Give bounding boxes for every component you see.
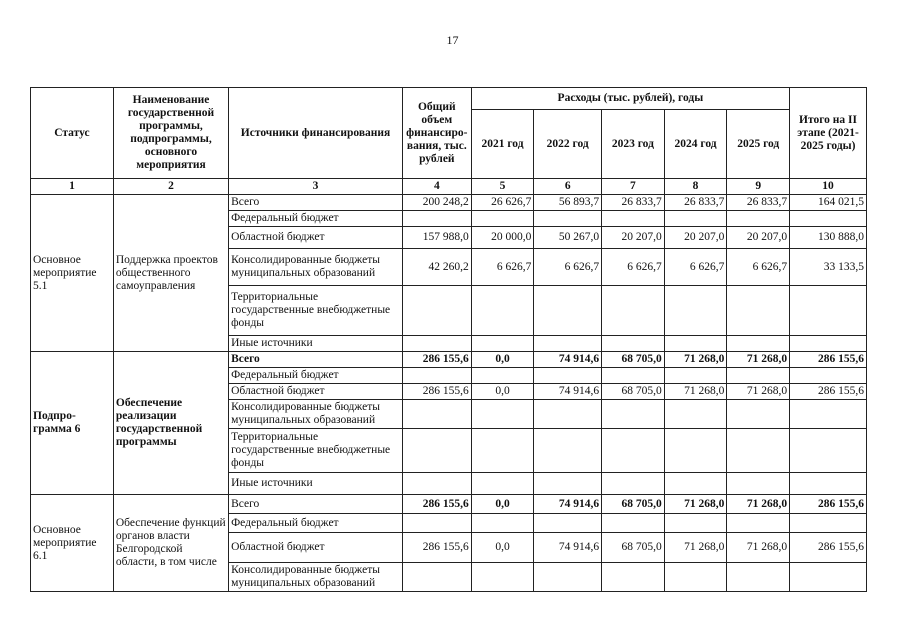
y2025-cell: [727, 368, 790, 384]
stage-cell: [790, 368, 867, 384]
y2022-cell: [534, 514, 602, 533]
y2025-cell: [727, 429, 790, 473]
name-cell: Обеспечение функций органов власти Белгородской области, в том числе: [113, 495, 228, 592]
y2021-cell: [471, 563, 534, 592]
header-year-2024: 2024 год: [664, 110, 727, 179]
stage-cell: 164 021,5: [790, 195, 867, 211]
y2023-cell: 68 705,0: [602, 533, 665, 563]
y2023-cell: 68 705,0: [602, 352, 665, 368]
y2024-cell: 71 268,0: [664, 533, 727, 563]
y2023-cell: [602, 563, 665, 592]
stage-cell: 286 155,6: [790, 352, 867, 368]
total-cell: [402, 514, 471, 533]
status-cell: Подпро-грамма 6: [31, 352, 114, 495]
y2024-cell: [664, 286, 727, 336]
y2025-cell: [727, 286, 790, 336]
y2023-cell: [602, 400, 665, 429]
financing-table: [30, 87, 867, 592]
y2024-cell: 6 626,7: [664, 249, 727, 286]
source-cell: Территориальные государственные внебюджетные фонды: [229, 286, 403, 336]
y2025-cell: 71 268,0: [727, 384, 790, 400]
y2021-cell: [471, 514, 534, 533]
y2021-cell: [471, 368, 534, 384]
y2021-cell: 0,0: [471, 352, 534, 368]
y2024-cell: [664, 473, 727, 495]
y2023-cell: 6 626,7: [602, 249, 665, 286]
source-cell: Всего: [229, 495, 403, 514]
source-cell: Областной бюджет: [229, 533, 403, 563]
total-cell: [402, 400, 471, 429]
source-cell: Консолидированные бюджеты муниципальных образований: [229, 563, 403, 592]
table-row: [31, 195, 867, 211]
source-cell: Консолидированные бюджеты муниципальных образований: [229, 400, 403, 429]
total-cell: [402, 211, 471, 227]
column-number: 3: [229, 179, 403, 195]
y2024-cell: 71 268,0: [664, 384, 727, 400]
source-cell: Федеральный бюджет: [229, 211, 403, 227]
y2022-cell: 74 914,6: [534, 384, 602, 400]
y2025-cell: [727, 400, 790, 429]
source-cell: Областной бюджет: [229, 384, 403, 400]
total-cell: 286 155,6: [402, 384, 471, 400]
status-cell: Основное мероприятие 6.1: [31, 495, 114, 592]
table-row: [31, 495, 867, 514]
y2023-cell: 20 207,0: [602, 227, 665, 249]
y2022-cell: [534, 400, 602, 429]
total-cell: 200 248,2: [402, 195, 471, 211]
y2023-cell: [602, 211, 665, 227]
header-source: Источники финансирования: [229, 88, 403, 179]
y2025-cell: 71 268,0: [727, 495, 790, 514]
y2023-cell: [602, 429, 665, 473]
stage-cell: 286 155,6: [790, 533, 867, 563]
y2021-cell: 20 000,0: [471, 227, 534, 249]
total-cell: [402, 336, 471, 352]
y2023-cell: [602, 368, 665, 384]
y2021-cell: 6 626,7: [471, 249, 534, 286]
y2025-cell: [727, 514, 790, 533]
y2022-cell: 56 893,7: [534, 195, 602, 211]
y2025-cell: 20 207,0: [727, 227, 790, 249]
source-cell: Иные источники: [229, 336, 403, 352]
total-cell: 157 988,0: [402, 227, 471, 249]
y2021-cell: [471, 400, 534, 429]
source-cell: Иные источники: [229, 473, 403, 495]
y2025-cell: [727, 336, 790, 352]
total-cell: [402, 473, 471, 495]
y2022-cell: [534, 368, 602, 384]
total-cell: 286 155,6: [402, 533, 471, 563]
source-cell: Территориальные государственные внебюджетные фонды: [229, 429, 403, 473]
y2025-cell: 6 626,7: [727, 249, 790, 286]
total-cell: 286 155,6: [402, 352, 471, 368]
y2024-cell: [664, 400, 727, 429]
header-year-2021: 2021 год: [471, 110, 534, 179]
y2022-cell: 74 914,6: [534, 533, 602, 563]
y2022-cell: 74 914,6: [534, 352, 602, 368]
column-number: 5: [471, 179, 534, 195]
y2022-cell: [534, 336, 602, 352]
header-status: Статус: [31, 88, 114, 179]
y2024-cell: [664, 429, 727, 473]
y2025-cell: 71 268,0: [727, 533, 790, 563]
y2021-cell: [471, 211, 534, 227]
header-expenses: Расходы (тыс. рублей), годы: [471, 88, 789, 110]
y2024-cell: 20 207,0: [664, 227, 727, 249]
source-cell: Всего: [229, 195, 403, 211]
y2022-cell: [534, 286, 602, 336]
column-number: 9: [727, 179, 790, 195]
column-number: 7: [602, 179, 665, 195]
name-cell: Поддержка проектов общественного самоуправления: [113, 195, 228, 352]
stage-cell: 286 155,6: [790, 384, 867, 400]
y2025-cell: [727, 563, 790, 592]
y2025-cell: [727, 211, 790, 227]
stage-cell: 33 133,5: [790, 249, 867, 286]
y2021-cell: [471, 286, 534, 336]
y2024-cell: [664, 336, 727, 352]
source-cell: Всего: [229, 352, 403, 368]
y2021-cell: [471, 473, 534, 495]
source-cell: Консолидированные бюджеты муниципальных образований: [229, 249, 403, 286]
column-number: 10: [790, 179, 867, 195]
source-cell: Федеральный бюджет: [229, 368, 403, 384]
y2022-cell: [534, 429, 602, 473]
y2022-cell: [534, 211, 602, 227]
y2023-cell: 68 705,0: [602, 384, 665, 400]
y2024-cell: 71 268,0: [664, 352, 727, 368]
y2024-cell: [664, 368, 727, 384]
column-number: 2: [113, 179, 228, 195]
column-number: 8: [664, 179, 727, 195]
header-stage-total: Итого на II этапе (2021-2025 годы): [790, 88, 867, 179]
y2022-cell: 74 914,6: [534, 495, 602, 514]
total-cell: [402, 368, 471, 384]
header-name: Наименование государственной программы, подпрограммы, основного мероприятия: [113, 88, 228, 179]
stage-cell: 286 155,6: [790, 495, 867, 514]
name-cell: Обеспечение реализации государственной программы: [113, 352, 228, 495]
y2021-cell: 0,0: [471, 495, 534, 514]
y2022-cell: 6 626,7: [534, 249, 602, 286]
header-year-2023: 2023 год: [602, 110, 665, 179]
y2025-cell: 26 833,7: [727, 195, 790, 211]
source-cell: Федеральный бюджет: [229, 514, 403, 533]
y2024-cell: [664, 563, 727, 592]
y2021-cell: [471, 429, 534, 473]
column-number: 6: [534, 179, 602, 195]
total-cell: [402, 429, 471, 473]
y2021-cell: 26 626,7: [471, 195, 534, 211]
stage-cell: [790, 429, 867, 473]
y2025-cell: 71 268,0: [727, 352, 790, 368]
y2021-cell: 0,0: [471, 533, 534, 563]
stage-cell: 130 888,0: [790, 227, 867, 249]
stage-cell: [790, 473, 867, 495]
y2024-cell: 71 268,0: [664, 495, 727, 514]
y2023-cell: 68 705,0: [602, 495, 665, 514]
y2022-cell: [534, 473, 602, 495]
stage-cell: [790, 211, 867, 227]
header-total: Общий объем финансиро-вания, тыс. рублей: [402, 88, 471, 179]
status-cell: Основное мероприятие 5.1: [31, 195, 114, 352]
y2023-cell: [602, 473, 665, 495]
y2021-cell: [471, 336, 534, 352]
table-body: [31, 195, 867, 592]
total-cell: [402, 563, 471, 592]
y2021-cell: 0,0: [471, 384, 534, 400]
y2024-cell: [664, 514, 727, 533]
table-row: [31, 352, 867, 368]
source-cell: Областной бюджет: [229, 227, 403, 249]
y2024-cell: 26 833,7: [664, 195, 727, 211]
total-cell: 42 260,2: [402, 249, 471, 286]
stage-cell: [790, 286, 867, 336]
y2025-cell: [727, 473, 790, 495]
y2023-cell: [602, 514, 665, 533]
header-year-2022: 2022 год: [534, 110, 602, 179]
total-cell: 286 155,6: [402, 495, 471, 514]
stage-cell: [790, 514, 867, 533]
y2023-cell: [602, 286, 665, 336]
page-number: 17: [446, 33, 459, 47]
column-number: 1: [31, 179, 114, 195]
column-number: 4: [402, 179, 471, 195]
y2024-cell: [664, 211, 727, 227]
y2022-cell: [534, 563, 602, 592]
header-year-2025: 2025 год: [727, 110, 790, 179]
y2022-cell: 50 267,0: [534, 227, 602, 249]
total-cell: [402, 286, 471, 336]
y2023-cell: 26 833,7: [602, 195, 665, 211]
stage-cell: [790, 400, 867, 429]
y2023-cell: [602, 336, 665, 352]
stage-cell: [790, 336, 867, 352]
stage-cell: [790, 563, 867, 592]
